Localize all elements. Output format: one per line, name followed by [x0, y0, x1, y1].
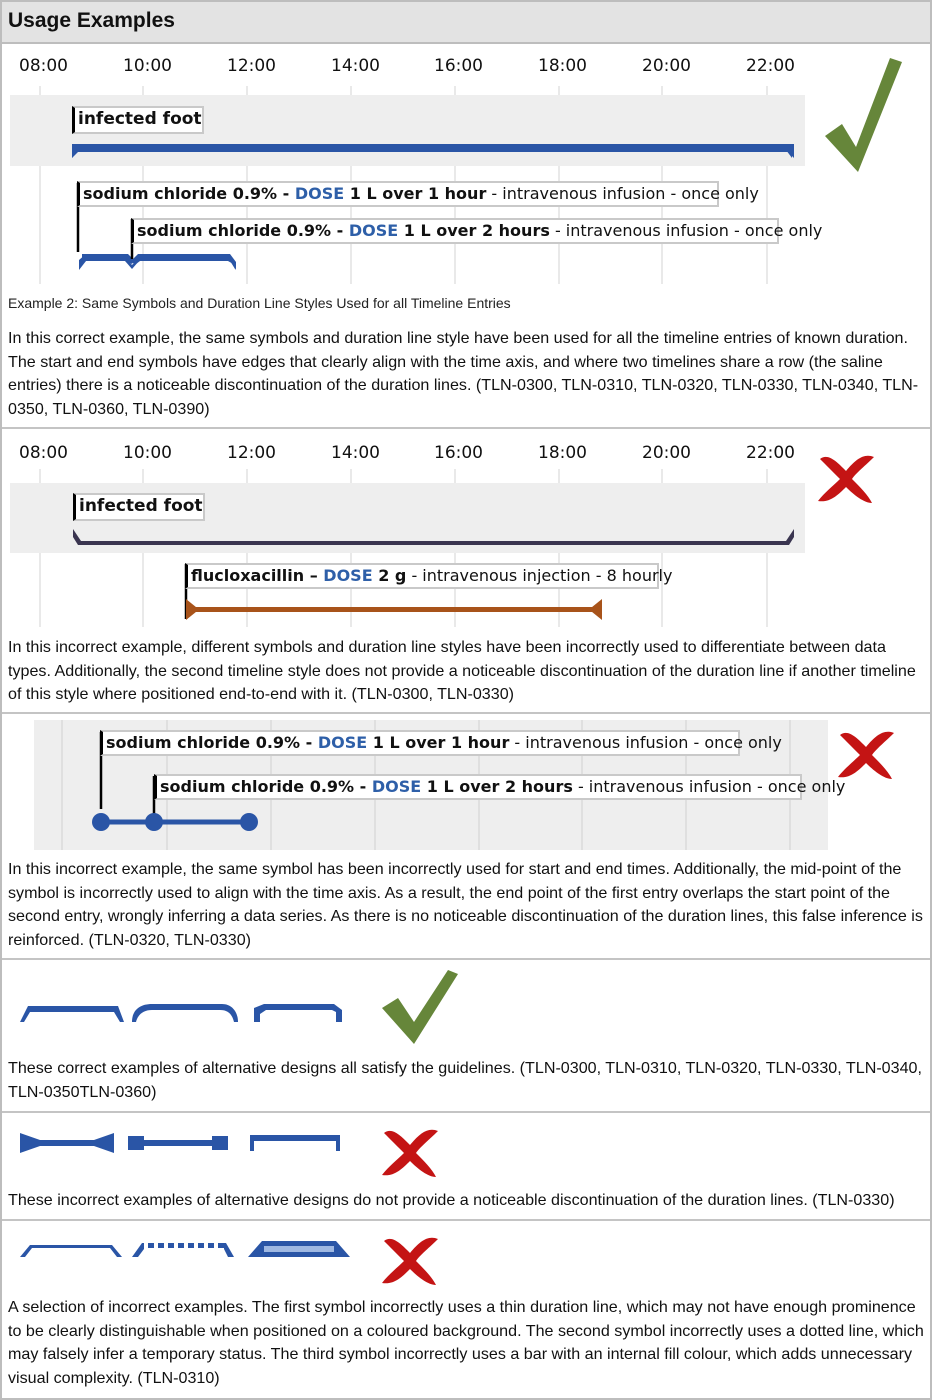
- symbol-block-ends: [144, 1140, 214, 1146]
- drug-name: sodium chloride 0.9% -: [137, 221, 349, 240]
- hour-label: 14:00: [331, 443, 380, 463]
- patient-label[interactable]: [73, 493, 205, 521]
- duration-bar-flucloxacillin[interactable]: [186, 607, 600, 612]
- hour-label: 10:00: [123, 56, 172, 76]
- route-frequency: - intravenous injection - 8 hourly: [406, 566, 673, 585]
- patient-label-text: infected foot: [79, 496, 203, 516]
- entry-label-flucloxacillin[interactable]: [185, 563, 673, 589]
- example-1-description: In this correct example, the same symbols and duration line style have been used for all the timeline entries of known duration. The start and end symbols have edges that clearly align with the time axis, and where two timelines share a row (the saline entries) there is a noticeable discontinuation of the duration lines. (TLN-0300, TLN-0310, TLN-0320, TLN-0330, TLN-0340, TLN-0350, TLN-0360, TLN-0390): [8, 329, 919, 418]
- symbol-rounded: [132, 1004, 238, 1022]
- dose-label: DOSE: [323, 566, 373, 585]
- alternative-designs-correct: [0, 960, 932, 1060]
- entry-label-saline-1[interactable]: [77, 181, 759, 207]
- dose-amount: 1 L over 2 hours: [398, 221, 550, 240]
- start-triangle: [186, 599, 199, 620]
- cross-icon: [382, 1238, 438, 1285]
- section-header: [2, 2, 930, 44]
- dose-amount: 1 L over 2 hours: [421, 777, 573, 796]
- route-frequency: - intravenous infusion - once only: [486, 184, 759, 203]
- drug-name: flucloxacillin –: [191, 566, 324, 585]
- route-frequency: - intravenous infusion - once only: [509, 733, 782, 752]
- duration-line: [72, 144, 794, 152]
- cross-icon: [382, 1130, 438, 1177]
- dose-label: DOSE: [317, 733, 368, 752]
- example-2-description: In this incorrect example, different symbols and duration line styles have been incorrectly used to differentiate between data types. Additionally, the second timeline style does not provide a noticeable discontinuation of the duration line if another timeline of this style where positioned end-to-end with it. (TLN-0300, TLN-0330): [8, 638, 916, 704]
- duration-bar-saline-2[interactable]: [138, 254, 230, 261]
- symbol-dotted-line: [148, 1243, 224, 1248]
- figure-caption: Example 2: Same Symbols and Duration Line Styles Used for all Timeline Entries: [8, 295, 511, 311]
- patient-label-text: infected foot: [78, 109, 202, 129]
- drug-name: sodium chloride 0.9% -: [106, 733, 318, 752]
- symbol-squared: [254, 1004, 342, 1022]
- hour-label: 18:00: [538, 56, 587, 76]
- entry-label-saline-2[interactable]: [154, 774, 846, 800]
- dose-amount: 1 L over 1 hour: [344, 184, 487, 203]
- entry-label-saline-2[interactable]: [131, 218, 823, 244]
- dose-label: DOSE: [294, 184, 345, 203]
- example-5-description: These incorrect examples of alternative designs do not provide a noticeable discontinuation of the duration lines. (TLN-0330): [8, 1191, 895, 1209]
- route-frequency: - intravenous infusion - once only: [572, 777, 846, 796]
- incorrect-symbol-selection: [0, 1221, 932, 1301]
- example-4-description: These correct examples of alternative designs all satisfy the guidelines. (TLN-0300, TLN-0310, TLN-0320, TLN-0330, TLN-0340, TLN-0350TLN-0360): [8, 1059, 922, 1101]
- dose-label: DOSE: [348, 221, 399, 240]
- entry-label-saline-1[interactable]: [100, 730, 782, 756]
- cross-icon: [818, 456, 874, 503]
- hour-label: 08:00: [19, 443, 68, 463]
- overlap-dot: [145, 813, 163, 831]
- hour-label: 20:00: [642, 443, 691, 463]
- dose-label: DOSE: [371, 777, 422, 796]
- cross-icon: [838, 732, 894, 779]
- symbol-angled: [20, 1006, 124, 1022]
- symbol-thin-line: [20, 1245, 122, 1257]
- check-icon: [382, 970, 458, 1044]
- route-frequency: - intravenous infusion - once only: [549, 221, 823, 240]
- patient-label[interactable]: [72, 106, 204, 134]
- section-title: Usage Examples: [8, 9, 175, 32]
- end-triangle: [589, 599, 602, 620]
- hour-label: 12:00: [227, 443, 276, 463]
- hour-label: 20:00: [642, 56, 691, 76]
- example-3-description: In this incorrect example, the same symbol has been incorrectly used for start and end times. Additionally, the mid-point of the symbol is incorrectly used to align with the time axis. As a result, the end point of the first entry overlaps the start point of the second entry, wrongly inferring a data series. As there is no noticeable discontinuation of the duration lines, this false inference is reinforced. (TLN-0320, TLN-0330): [8, 860, 923, 949]
- example-6-description: A selection of incorrect examples. The first symbol incorrectly uses a thin duration line, which may not have enough prominence to be clearly distinguishable when positioned on a coloured background. The second symbol incorrectly uses a dotted line, which may falsely infer a temporary status. The third symbol incorrectly uses a bar with an internal fill colour, which adds unnecessary visual complexity. (TLN-0310): [8, 1298, 924, 1387]
- dose-amount: 2 g: [372, 566, 407, 585]
- hour-label: 08:00: [19, 56, 68, 76]
- hour-label: 16:00: [434, 56, 483, 76]
- hour-label: 22:00: [746, 56, 795, 76]
- symbol-bracket: [250, 1135, 340, 1151]
- hour-label: 16:00: [434, 443, 483, 463]
- hour-label: 22:00: [746, 443, 795, 463]
- duration-bar-saline-1[interactable]: [82, 254, 128, 261]
- hour-label: 12:00: [227, 56, 276, 76]
- hour-label: 14:00: [331, 56, 380, 76]
- check-icon: [825, 58, 902, 172]
- drug-name: sodium chloride 0.9% -: [160, 777, 372, 796]
- hour-label: 18:00: [538, 443, 587, 463]
- end-dot: [240, 813, 258, 831]
- dose-amount: 1 L over 1 hour: [367, 733, 510, 752]
- start-dot: [92, 813, 110, 831]
- symbol-bowtie: [20, 1133, 114, 1153]
- drug-name: sodium chloride 0.9% -: [83, 184, 295, 203]
- hour-label: 10:00: [123, 443, 172, 463]
- alternative-designs-incorrect: [0, 1113, 932, 1193]
